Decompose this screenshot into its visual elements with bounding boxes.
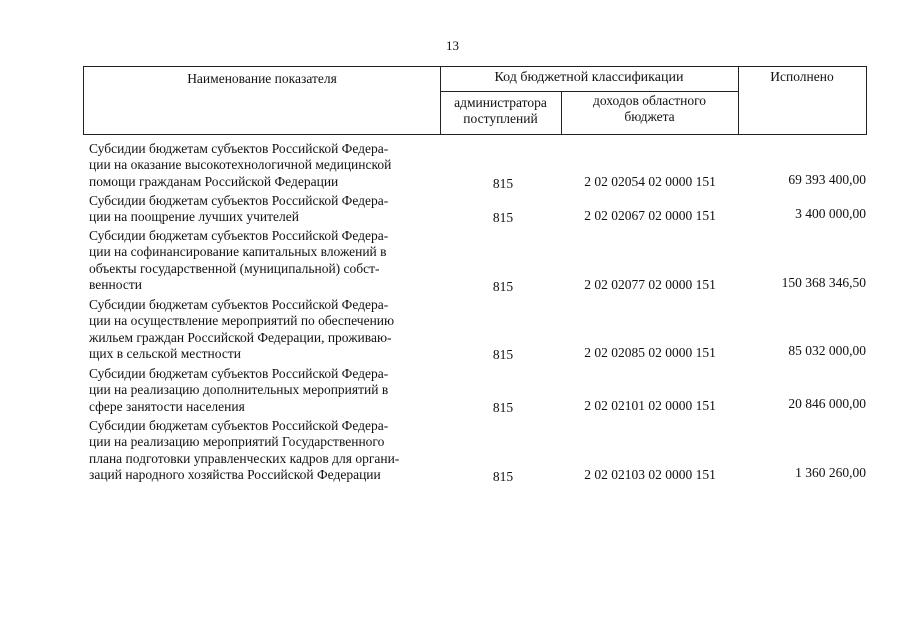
header-code-group: Код бюджетной классификации xyxy=(494,70,684,85)
table-header xyxy=(83,66,867,135)
executed-amount: 69 393 400,00 xyxy=(788,172,866,187)
admin-code: 815 xyxy=(492,400,514,415)
income-code: 2 02 02077 02 0000 151 xyxy=(584,277,716,292)
table-row-description: Субсидии бюджетам субъектов Российской Федера- ции на софинансирование капитальных вложений в объекты государственной (муниципальной) собст- венности xyxy=(89,228,389,292)
table-row-description: Субсидии бюджетам субъектов Российской Федера- ции на осуществление мероприятий по обеспечению жильем граждан Российской Федерации, проживаю- щих в сельской местности xyxy=(89,297,395,361)
executed-amount: 3 400 000,00 xyxy=(795,206,866,221)
admin-code: 815 xyxy=(492,210,514,225)
header-income-column: доходов областного бюджета xyxy=(592,93,707,124)
table-row-description: Субсидии бюджетам субъектов Российской Федера- ции на реализацию мероприятий Государственного плана подготовки управленческих кадров для органи- заций народного хозяйства Российской Федерации xyxy=(89,418,400,482)
income-code: 2 02 02054 02 0000 151 xyxy=(584,174,716,189)
page-number: 13 xyxy=(446,38,459,53)
income-code: 2 02 02067 02 0000 151 xyxy=(584,208,716,223)
admin-code: 815 xyxy=(492,279,514,294)
header-name-column: Наименование показателя xyxy=(187,71,337,86)
admin-code: 815 xyxy=(492,469,514,484)
executed-amount: 85 032 000,00 xyxy=(788,343,866,358)
admin-code: 815 xyxy=(492,176,514,191)
table-row-description: Субсидии бюджетам субъектов Российской Федера- ции на реализацию дополнительных мероприятий в сфере занятости населения xyxy=(89,366,389,414)
header-divider xyxy=(440,91,738,92)
income-code: 2 02 02101 02 0000 151 xyxy=(584,398,716,413)
header-executed-column: Исполнено xyxy=(770,69,834,84)
executed-amount: 20 846 000,00 xyxy=(788,396,866,411)
header-admin-column: администратора поступлений xyxy=(454,95,547,126)
income-code: 2 02 02103 02 0000 151 xyxy=(584,467,716,482)
table-row-description: Субсидии бюджетам субъектов Российской Федера- ции на оказание высокотехнологичной медицинской помощи гражданам Российской Федерации xyxy=(89,141,392,189)
executed-amount: 1 360 260,00 xyxy=(795,465,866,480)
table-row-description: Субсидии бюджетам субъектов Российской Федера- ции на поощрение лучших учителей xyxy=(89,193,389,225)
admin-code: 815 xyxy=(492,347,514,362)
income-code: 2 02 02085 02 0000 151 xyxy=(584,345,716,360)
executed-amount: 150 368 346,50 xyxy=(781,275,866,290)
